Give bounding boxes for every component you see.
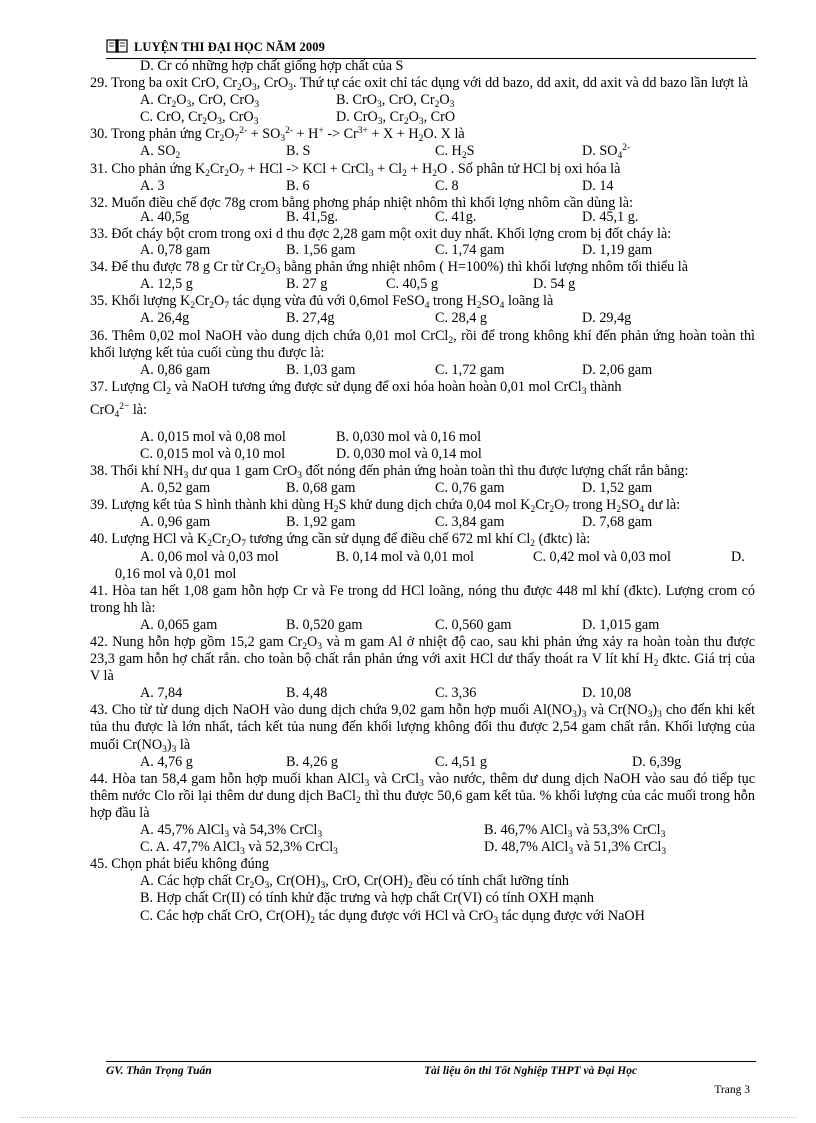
- q30-option-a[interactable]: A. $SO_2$: [140, 143, 181, 162]
- q30-option-d[interactable]: D. $SO_4^{2-}$: [582, 143, 631, 162]
- header-title: LUYỆN THI ĐẠI HỌC NĂM 2009: [134, 40, 325, 54]
- q35-option-b[interactable]: B. 27,4g: [286, 310, 335, 327]
- q29-option-d[interactable]: D. CrO$_3$, $Cr_2O_3$, CrO: [336, 109, 456, 128]
- q34-stem: 34. Để thu được 78 g Cr từ $Cr_2O_3$ bằng phản ứng nhiệt nhôm ( H=100%) thì khối lượng nhôm tối thiểu là: [90, 259, 688, 278]
- q44-options-row1: [90, 822, 755, 839]
- q34-option-d[interactable]: D. 54 g: [533, 276, 576, 293]
- q42-options: [90, 685, 755, 702]
- q35-options: [90, 310, 755, 327]
- q42-stem: 42. Nung hỗn hợp gồm 15,2 gam $Cr_2O_3$ và m gam Al ở nhiệt độ cao, sau khi phản ứng xảy ra hoàn toàn thu được 23,3 gam hỗn hợ chất rắn. cho toàn bộ chất rắn phản ứng với axit HCl dư thấy thoát ra V lít khí $H_2$ đktc. Giá trị của V là: [90, 634, 755, 685]
- q29-option-b[interactable]: B. CrO$_3$, CrO, $Cr_2O_3$: [336, 92, 455, 111]
- q37-option-b[interactable]: B. 0,030 mol và 0,16 mol: [336, 428, 482, 445]
- q44-option-c[interactable]: C. A. 47,7% AlCl$_3$ và 52,3% CrCl$_3$: [140, 839, 338, 858]
- q30-options: [90, 143, 755, 160]
- q40-options-row2: [90, 566, 755, 583]
- q34-option-c[interactable]: C. 40,5 g: [386, 276, 439, 293]
- q29-option-a[interactable]: A. $Cr_2O_3$, CrO, CrO$_3$: [140, 92, 260, 111]
- q38-option-d[interactable]: D. 1,52 gam: [582, 480, 653, 497]
- q38-stem: 38. Thổi khí $NH_3$ dư qua 1 gam CrO$_3$ đốt nóng đến phản ứng hoàn toàn thì thu được lượng chất rắn bằng:: [90, 463, 689, 482]
- q41-option-a[interactable]: A. 0,065 gam: [140, 616, 218, 633]
- q33-option-a[interactable]: A. 0,78 gam: [140, 242, 211, 259]
- q29-stem: 29. Trong ba oxit CrO, $Cr_2O_3$, CrO$_3$. Thứ tự các oxit chỉ tác dụng với dd bazo, dd axit, dd axit và dd bazo lần lượt là: [90, 75, 749, 94]
- q39-option-c[interactable]: C. 3,84 gam: [435, 514, 505, 531]
- q40-option-d-label[interactable]: D.: [731, 548, 745, 565]
- page-number: Trang 3: [714, 1084, 750, 1096]
- q41-option-c[interactable]: C. 0,560 gam: [435, 616, 512, 633]
- q40-option-c[interactable]: C. 0,42 mol và 0,03 mol: [533, 548, 671, 565]
- page-header: [106, 36, 756, 59]
- q38-option-b[interactable]: B. 0,68 gam: [286, 480, 356, 497]
- q39-stem: 39. Lượng kết tủa S hình thành khi dùng $H_2S$ khử dung dịch chứa 0,04 mol $K_2Cr_2O_7$ trong $H_2SO_4$ dư là:: [90, 497, 681, 516]
- q45-option-c[interactable]: C. Các hợp chất CrO, $Cr(OH)_2$ tác dụng được với HCl và CrO$_3$ tác dụng được với NaOH: [140, 907, 645, 926]
- q43-options: [90, 754, 755, 771]
- q37-option-a[interactable]: A. 0,015 mol và 0,08 mol: [140, 428, 286, 445]
- q36-option-a[interactable]: A. 0,86 gam: [140, 361, 211, 378]
- q35-option-d[interactable]: D. 29,4g: [582, 310, 632, 327]
- footer-document-title: Tài liệu ôn thi Tốt Nghiệp THPT và Đại Học: [424, 1065, 638, 1077]
- q31-stem: 31. Cho phản ứng $K_2Cr_2O_7$ + HCl -> KCl + CrCl$_3$ + $Cl_2 + H_2O$ . Số phân tử HCl bị oxi hóa là: [90, 160, 621, 179]
- q37-stem: 37. Lượng $Cl_2$ và NaOH tương ứng được sử dụng để oxi hóa hoàn hoàn 0,01 mol CrCl$_3$ thành: [90, 378, 622, 397]
- q33-stem: 33. Đốt cháy bột crom trong oxi d thu đợc 2,28 gam một oxit duy nhất. Khối lợng crom bị đốt cháy là:: [90, 225, 672, 242]
- q30-stem: 30. Trong phản ứng $Cr_2O_7^{2-} + SO_3^{2-} + H^+ -> Cr^{3+} + X + H_2O$. X là: [90, 126, 465, 145]
- q30-option-c[interactable]: C. $H_2S$: [435, 143, 475, 162]
- q38-option-a[interactable]: A. 0,52 gam: [140, 480, 211, 497]
- q40-option-a[interactable]: A. 0,06 mol và 0,03 mol: [140, 548, 279, 565]
- q31-option-a[interactable]: A. 3: [140, 177, 165, 194]
- q37-options-row2: [90, 446, 755, 463]
- q36-option-b[interactable]: B. 1,03 gam: [286, 361, 356, 378]
- q40-options-row1: [90, 549, 755, 566]
- q32-stem: 32. Muốn điều chế đợc 78g crom bằng phơng pháp nhiệt nhôm thì khối lợng nhôm cần dùng là:: [90, 194, 634, 211]
- q41-option-d[interactable]: D. 1,015 gam: [582, 616, 660, 633]
- q44-option-b[interactable]: B. 46,7% AlCl$_3$ và 53,3% CrCl$_3$: [484, 822, 666, 841]
- q36-options: [90, 362, 755, 379]
- q32-option-a[interactable]: A. 40,5g: [140, 208, 190, 225]
- q36-option-d[interactable]: D. 2,06 gam: [582, 361, 653, 378]
- q44-option-a[interactable]: A. 45,7% AlCl$_3$ và 54,3% CrCl$_3$: [140, 822, 323, 841]
- q29-options-row2: [90, 109, 755, 126]
- q33-option-b[interactable]: B. 1,56 gam: [286, 242, 356, 259]
- page-footer: [106, 1061, 756, 1102]
- q37-options-row1: [90, 429, 755, 446]
- q42-option-d[interactable]: D. 10,08: [582, 685, 632, 702]
- q36-stem: 36. Thêm 0,02 mol NaOH vào dung dịch chứa 0,01 mol CrCl$_2$, rồi để trong không khí đến phản ứng hoàn toàn thì khối lượng kết tủa cuối cùng thu được là:: [90, 327, 755, 361]
- q40-option-b[interactable]: B. 0,14 mol và 0,01 mol: [336, 548, 474, 565]
- q42-option-b[interactable]: B. 4,48: [286, 685, 328, 702]
- q37-option-c[interactable]: C. 0,015 mol và 0,10 mol: [140, 445, 286, 462]
- q35-option-a[interactable]: A. 26,4g: [140, 310, 190, 327]
- q31-option-c[interactable]: C. 8: [435, 177, 459, 194]
- q32-option-d[interactable]: D. 45,1 g.: [582, 208, 639, 225]
- q32-options: [90, 209, 755, 226]
- q36-option-c[interactable]: C. 1,72 gam: [435, 361, 505, 378]
- q33-option-d[interactable]: D. 1,19 gam: [582, 242, 653, 259]
- q29-options-row1: [90, 92, 755, 109]
- page-bottom-divider: [20, 1117, 796, 1118]
- q37-option-d[interactable]: D. 0,030 mol và 0,14 mol: [336, 445, 482, 462]
- q39-option-a[interactable]: A. 0,96 gam: [140, 514, 211, 531]
- q43-option-c[interactable]: C. 4,51 g: [435, 753, 488, 770]
- q44-option-d[interactable]: D. 48,7% AlCl$_3$ và 51,3% CrCl$_3$: [484, 839, 667, 858]
- q41-option-b[interactable]: B. 0,520 gam: [286, 616, 363, 633]
- q29-option-c[interactable]: C. CrO, $Cr_2O_3$, CrO$_3$: [140, 109, 259, 128]
- q41-stem: 41. Hòa tan hết 1,08 gam hỗn hợp Cr và Fe trong dd HCl loãng, nóng thu được 448 ml khí (đktc). Lượng crom có trong hh là:: [90, 582, 755, 616]
- q32-option-b[interactable]: B. 41,5g.: [286, 208, 339, 225]
- q39-option-b[interactable]: B. 1,92 gam: [286, 514, 356, 531]
- q34-options: [90, 276, 755, 293]
- q43-option-b[interactable]: B. 4,26 g: [286, 753, 339, 770]
- q45-stem: 45. Chọn phát biểu không đúng: [90, 856, 269, 873]
- q31-option-d[interactable]: D. 14: [582, 177, 614, 194]
- q34-option-b[interactable]: B. 27 g: [286, 276, 328, 293]
- book-icon: [106, 38, 128, 54]
- q33-option-c[interactable]: C. 1,74 gam: [435, 242, 505, 259]
- q38-options: [90, 480, 755, 497]
- q31-option-b[interactable]: B. 6: [286, 177, 310, 194]
- q39-options: [90, 514, 755, 531]
- q34-option-a[interactable]: A. 12,5 g: [140, 276, 193, 293]
- q38-option-c[interactable]: C. 0,76 gam: [435, 480, 505, 497]
- q39-option-d[interactable]: D. 7,68 gam: [582, 514, 653, 531]
- q43-option-d[interactable]: D. 6,39g: [632, 753, 682, 770]
- q35-option-c[interactable]: C. 28,4 g: [435, 310, 488, 327]
- q35-stem: 35. Khối lượng $K_2Cr_2O_7$ tác dụng vừa đủ với 0,6mol FeSO$_4$ trong $H_2SO_4$ loãng là: [90, 293, 554, 312]
- q44-options-row2: [90, 839, 755, 856]
- q42-option-a[interactable]: A. 7,84: [140, 685, 183, 702]
- q41-options: [90, 617, 755, 634]
- q43-stem: 43. Cho từ từ dung dịch NaOH vào dung dịch chứa 9,02 gam hỗn hợp muối $Al(NO_3)_3$ và $Cr(NO_3)_3$ cho đến khi kết tủa thu được là lớn nhất, tách kết tủa nung đến khối lượng không đổi thu được 2,54 gam chất rắn. Khối lượng của muối $Cr(NO_3)_3$ là: [90, 702, 755, 755]
- q43-option-a[interactable]: A. 4,76 g: [140, 753, 193, 770]
- q28-option-d: D. Cr có những hợp chất giống hợp chất của S: [140, 58, 404, 74]
- q42-option-c[interactable]: C. 3,36: [435, 685, 477, 702]
- q37-ion: CrO$_4^{2-}$ là:: [90, 401, 148, 420]
- q32-option-c[interactable]: C. 41g.: [435, 208, 477, 225]
- q45-option-a[interactable]: A. Các hợp chất $Cr_2O_3$, $Cr(OH)_3$, CrO, $Cr(OH)_2$ đều có tính chất lưỡng tính: [140, 873, 570, 892]
- q40-option-d[interactable]: 0,16 mol và 0,01 mol: [115, 565, 237, 582]
- q44-stem: 44. Hòa tan 58,4 gam hỗn hợp muối khan AlCl$_3$ và CrCl$_3$ vào nước, thêm dư dung dịch NaOH vào sau đó tiếp tục thêm nước Clo rồi lại thêm dư dung dịch BaCl$_2$ thì thu được 50,6 gam kết tủa. % khối lượng của các muối trong hỗn hợp đầu là: [90, 770, 756, 821]
- q31-options: [90, 178, 755, 195]
- footer-author: GV. Thân Trọng Tuấn: [106, 1065, 212, 1077]
- q30-option-b[interactable]: B. S: [286, 143, 311, 160]
- q45-option-b[interactable]: B. Hợp chất Cr(II) có tính khử đặc trưng và hợp chất Cr(VI) có tính OXH mạnh: [140, 890, 594, 907]
- q33-options: [90, 242, 755, 259]
- q40-stem: 40. Lượng HCl và $K_2Cr_2O_7$ tương ứng cần sử dụng để điều chế 672 ml khí $Cl_2$ (đktc) là:: [90, 531, 591, 550]
- question-list: [90, 58, 755, 925]
